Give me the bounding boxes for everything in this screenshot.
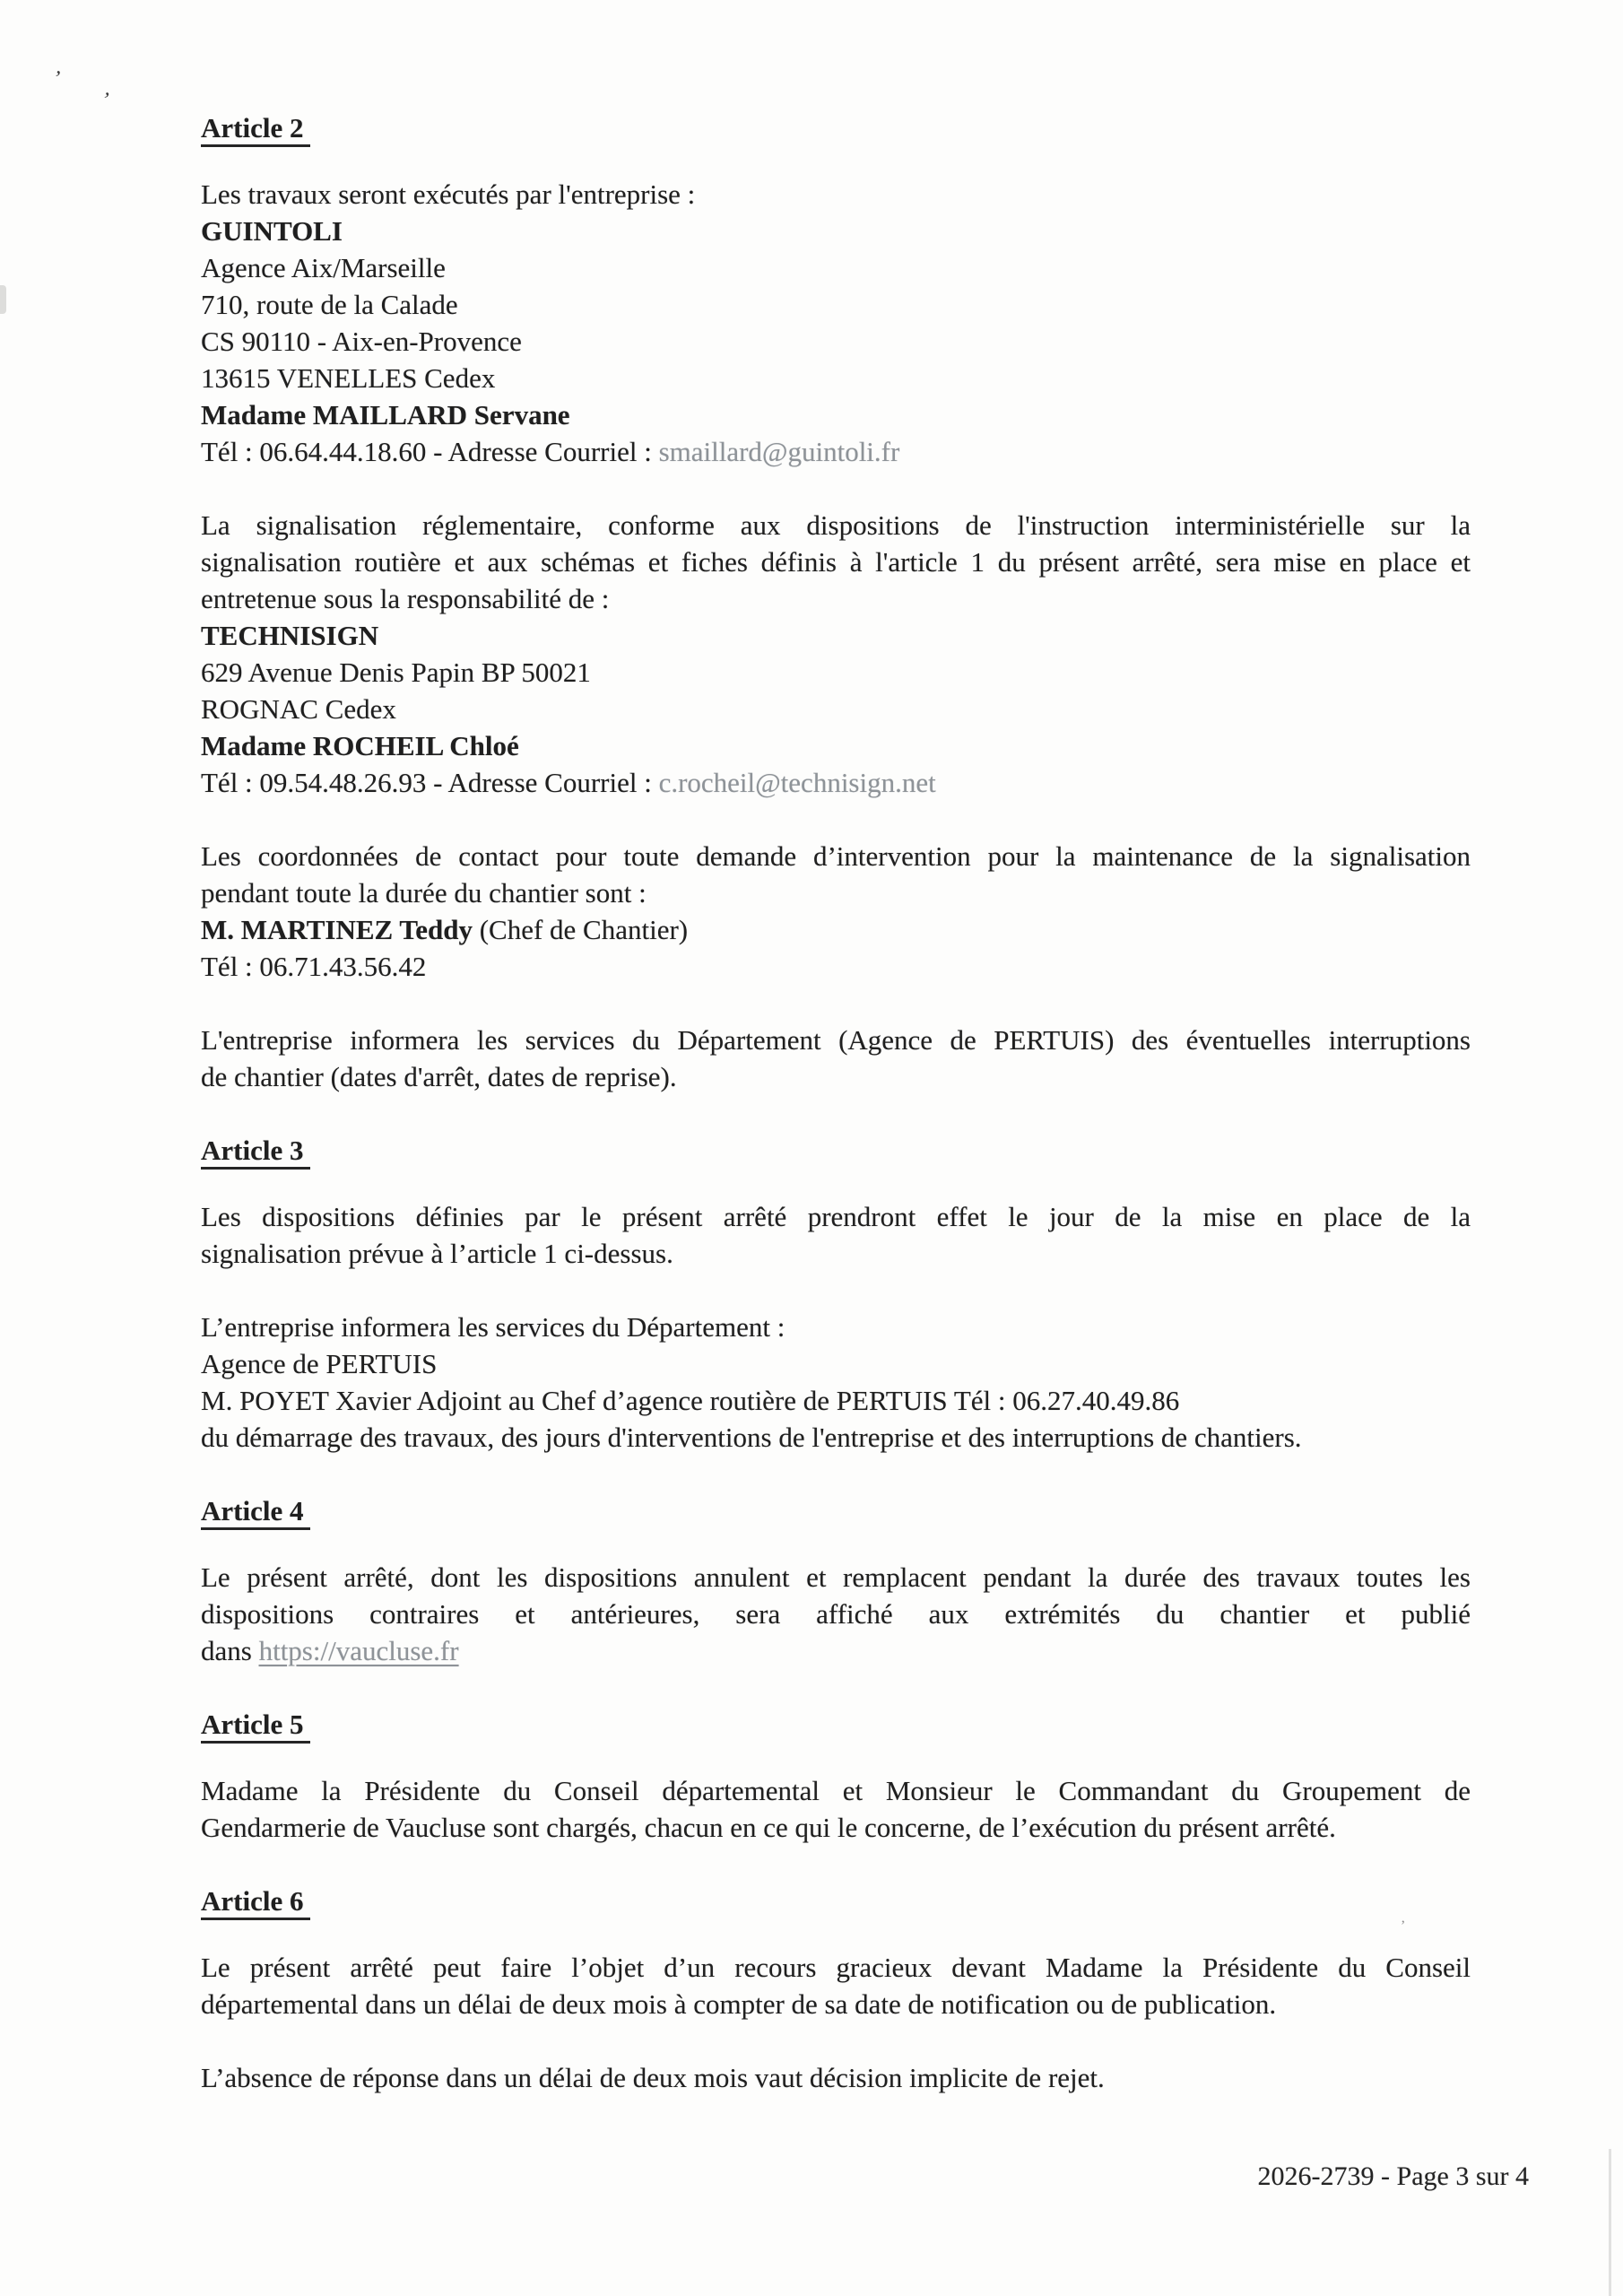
signage-email-link[interactable]: c.rocheil@technisign.net	[658, 767, 936, 798]
article-6-heading-text: Article 6	[201, 1885, 310, 1920]
signage-paragraph-line: signalisation routière et aux schémas et fiches définis à l'article 1 du présent arrêté, sera mise en place et	[201, 546, 1471, 578]
vaucluse-url-link[interactable]: https://vaucluse.fr	[258, 1635, 459, 1666]
article-4-heading	[201, 1492, 1471, 1529]
execution-paragraph	[201, 1772, 1471, 1846]
contractor-block	[201, 176, 1471, 470]
agency-line: Agence de PERTUIS	[201, 1348, 438, 1379]
contractor-name: GUINTOLI	[201, 215, 343, 247]
article-3-heading-text: Article 3	[201, 1135, 310, 1170]
recours-line: Le présent arrêté peut faire l’objet d’un recours gracieux devant Madame la Présidente du Conseil	[201, 1952, 1471, 1983]
article-5-heading	[201, 1706, 1471, 1743]
article-2-heading	[201, 109, 1471, 146]
contractor-email-link[interactable]: smaillard@guintoli.fr	[658, 436, 900, 467]
maintenance-paragraph-line: Les coordonnées de contact pour toute demande d’intervention pour la maintenance de la signalisation	[201, 840, 1471, 872]
article-3-heading	[201, 1132, 1471, 1169]
site-manager-role: (Chef de Chantier)	[472, 914, 689, 945]
contractor-tel-prefix: Tél : 06.64.44.18.60 - Adresse Courriel :	[201, 436, 659, 467]
inform-tail-line: du démarrage des travaux, des jours d'interventions de l'entreprise et des interruptions de chantiers.	[201, 1422, 1302, 1453]
contractor-contact-name: Madame MAILLARD Servane	[201, 399, 570, 430]
signage-contact-name: Madame ROCHEIL Chloé	[201, 730, 519, 761]
effect-line: Les dispositions définies par le présent arrêté prendront effet le jour de la mise en place de la	[201, 1201, 1471, 1232]
scan-speck: ’	[52, 66, 63, 91]
inform-line: L’entreprise informera les services du Département :	[201, 1311, 785, 1343]
effect-paragraph	[201, 1198, 1471, 1272]
publication-line: dispositions contraires et antérieures, sera affiché aux extrémités du chantier et publié	[201, 1598, 1471, 1630]
site-manager-line	[201, 911, 1471, 948]
site-manager-name: M. MARTINEZ Teddy	[201, 914, 473, 945]
scan-streak	[1609, 2149, 1611, 2296]
signage-company-block	[201, 507, 1471, 801]
silence-paragraph	[201, 2059, 1471, 2096]
publication-line	[201, 1632, 1471, 1669]
department-inform-block	[201, 1309, 1471, 1456]
maintenance-paragraph-line: pendant toute la durée du chantier sont :	[201, 877, 647, 909]
article-6-heading	[201, 1883, 1471, 1919]
scan-speck: ’	[1401, 1918, 1406, 1934]
page-footer: 2026-2739 - Page 3 sur 4	[1257, 2161, 1529, 2191]
contractor-address-line: 13615 VENELLES Cedex	[201, 362, 496, 394]
agency-contact-line: M. POYET Xavier Adjoint au Chef d’agence routière de PERTUIS Tél : 06.27.40.49.86	[201, 1385, 1180, 1416]
maintenance-contact-block	[201, 838, 1471, 985]
signage-address-line: 629 Avenue Denis Papin BP 50021	[201, 657, 591, 688]
interruptions-line: de chantier (dates d'arrêt, dates de reprise).	[201, 1061, 677, 1092]
scan-smudge	[0, 285, 6, 314]
interruptions-line: L'entreprise informera les services du Département (Agence de PERTUIS) des éventuelles interruptions	[201, 1024, 1471, 1056]
contractor-address-line: CS 90110 - Aix-en-Provence	[201, 326, 522, 357]
contractor-address-line: 710, route de la Calade	[201, 289, 458, 320]
signage-tel-prefix: Tél : 09.54.48.26.93 - Adresse Courriel :	[201, 767, 659, 798]
contractor-tel-line	[201, 433, 1471, 470]
recours-paragraph	[201, 1949, 1471, 2022]
signage-address-line: ROGNAC Cedex	[201, 693, 396, 725]
site-manager-tel: Tél : 06.71.43.56.42	[201, 951, 427, 982]
signage-tel-line	[201, 764, 1471, 801]
signage-company-name: TECHNISIGN	[201, 620, 379, 651]
publication-paragraph	[201, 1559, 1471, 1669]
publication-line: Le présent arrêté, dont les dispositions annulent et remplacent pendant la durée des travaux toutes les	[201, 1561, 1471, 1593]
recours-line: départemental dans un délai de deux mois à compter de sa date de notification ou de publication.	[201, 1988, 1277, 2020]
execution-line: Gendarmerie de Vaucluse sont chargés, chacun en ce qui le concerne, de l’exécution du présent arrêté.	[201, 1812, 1336, 1843]
contractor-intro: Les travaux seront exécutés par l'entreprise :	[201, 178, 696, 210]
signage-paragraph-line: entretenue sous la responsabilité de :	[201, 583, 610, 614]
article-4-heading-text: Article 4	[201, 1495, 310, 1530]
contractor-address-line: Agence Aix/Marseille	[201, 252, 446, 283]
article-5-heading-text: Article 5	[201, 1709, 310, 1744]
interruptions-paragraph	[201, 1022, 1471, 1095]
effect-line: signalisation prévue à l’article 1 ci-dessus.	[201, 1238, 673, 1269]
scan-speck: ’	[100, 88, 112, 113]
publication-link-prefix: dans	[201, 1635, 259, 1666]
silence-line: L’absence de réponse dans un délai de deux mois vaut décision implicite de rejet.	[201, 2062, 1105, 2093]
execution-line: Madame la Présidente du Conseil départemental et Monsieur le Commandant du Groupement de	[201, 1775, 1471, 1806]
signage-paragraph-line: La signalisation réglementaire, conforme aux dispositions de l'instruction interministérielle sur la	[201, 509, 1471, 541]
article-2-heading-text: Article 2	[201, 112, 310, 147]
